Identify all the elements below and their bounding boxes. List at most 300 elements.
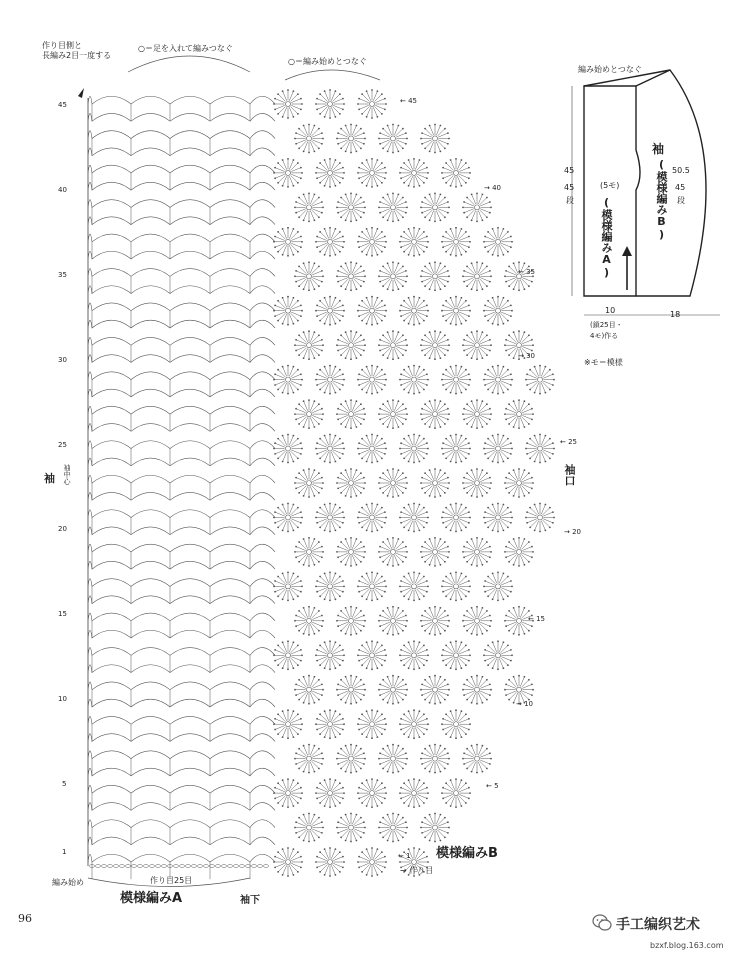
motif-tip: [360, 630, 362, 632]
motif-tip: [282, 254, 284, 256]
motif-tip: [371, 778, 373, 780]
motif-tip: [476, 261, 478, 263]
motif-tip: [345, 745, 347, 747]
motif-tip: [350, 399, 352, 401]
motif-tip: [466, 197, 468, 199]
motif-tip: [408, 598, 410, 600]
motif-tip: [402, 748, 404, 750]
motif-tip: [444, 128, 446, 130]
motif-tip: [345, 194, 347, 196]
motif-tip: [486, 679, 488, 681]
pattern-a-row: [88, 475, 275, 483]
motif-tip: [518, 537, 520, 539]
motif-tip: [469, 723, 471, 725]
motif-tip: [510, 246, 512, 248]
schematic-height-unit: 段: [566, 196, 574, 205]
motif-tip: [287, 847, 289, 849]
motif-tip: [274, 177, 276, 179]
motif-tip: [468, 798, 470, 800]
motif-center: [328, 308, 333, 313]
motif-tip: [469, 792, 471, 794]
motif-tip: [402, 148, 404, 150]
motif-center: [307, 618, 312, 623]
chain-stitch: [185, 865, 190, 868]
motif-tip: [445, 300, 447, 302]
motif-tip: [357, 861, 359, 863]
motif-tip: [465, 802, 467, 804]
motif-tip: [378, 482, 380, 484]
motif-tip: [356, 702, 358, 704]
motif-tip: [426, 649, 428, 651]
motif-tip: [318, 610, 320, 612]
motif-tip: [301, 586, 303, 588]
motif-tip: [398, 151, 400, 153]
motif-tip: [429, 331, 431, 333]
motif-tip: [358, 236, 360, 238]
motif-tip: [339, 113, 341, 115]
motif-tip: [298, 334, 300, 336]
motif-tip: [489, 625, 491, 627]
motif-tip: [377, 530, 379, 532]
motif-tip: [318, 354, 320, 356]
motif-center: [517, 343, 522, 348]
motif-tip: [337, 615, 339, 617]
motif-tip: [340, 472, 342, 474]
motif-tip: [321, 625, 323, 627]
motif-tip: [273, 654, 275, 656]
motif-tip: [343, 241, 345, 243]
motif-tip: [539, 503, 541, 505]
motif-tip: [293, 598, 295, 600]
motif-tip: [539, 393, 541, 395]
motif-tip: [424, 216, 426, 218]
motif-tip: [450, 461, 452, 463]
motif-tip: [413, 393, 415, 395]
motif-tip: [419, 254, 421, 256]
motif-tip: [398, 633, 400, 635]
motif-tip: [508, 610, 510, 612]
motif-tip: [455, 255, 457, 257]
motif-tip: [455, 296, 457, 298]
motif-tip: [442, 315, 444, 317]
motif-tip: [497, 227, 499, 229]
motif-tip: [553, 517, 555, 519]
motif-tip: [508, 266, 510, 268]
motif-center: [475, 274, 480, 279]
motif-tip: [337, 763, 339, 765]
motif-tip: [277, 389, 279, 391]
motif-tip: [445, 782, 447, 784]
motif-tip: [379, 350, 381, 352]
motif-tip: [363, 615, 365, 617]
schematic-width-a-detail: (鎖25目・: [590, 321, 623, 329]
motif-tip: [465, 713, 467, 715]
row-number-left: 40: [58, 186, 67, 194]
motif-tip: [360, 423, 362, 425]
motif-tip: [314, 262, 316, 264]
motif-tip: [384, 649, 386, 651]
motif-tip: [356, 262, 358, 264]
chain-stitch: [143, 865, 148, 868]
motif-tip: [444, 679, 446, 681]
motif-tip: [356, 357, 358, 359]
motif-tip: [293, 667, 295, 669]
motif-tip: [308, 744, 310, 746]
motif-tip: [322, 482, 324, 484]
motif-tip: [297, 576, 299, 578]
motif-tip: [429, 840, 431, 842]
motif-tip: [503, 573, 505, 575]
row-number-right: → 10: [516, 700, 534, 708]
motif-tip: [358, 729, 360, 731]
motif-tip: [382, 334, 384, 336]
motif-tip: [405, 270, 407, 272]
motif-tip: [424, 354, 426, 356]
pattern-a-row: [88, 96, 275, 104]
motif-tip: [356, 771, 358, 773]
motif-tip: [423, 300, 425, 302]
motif-tip: [489, 270, 491, 272]
motif-tip: [366, 573, 368, 575]
motif-tip: [295, 143, 297, 145]
motif-tip: [282, 323, 284, 325]
motif-tip: [484, 453, 486, 455]
motif-tip: [406, 344, 408, 346]
motif-tip: [287, 668, 289, 670]
motif-tip: [342, 867, 344, 869]
motif-tip: [455, 668, 457, 670]
motif-tip: [398, 469, 400, 471]
motif-tip: [293, 366, 295, 368]
schematic-pattern-b-shape: [636, 70, 706, 296]
motif-center: [349, 618, 354, 623]
motif-tip: [319, 231, 321, 233]
motif-tip: [287, 572, 289, 574]
motif-tip: [525, 448, 527, 450]
motif-tip: [392, 261, 394, 263]
schematic-width-b: 18: [670, 310, 681, 319]
motif-tip: [319, 782, 321, 784]
motif-tip: [298, 472, 300, 474]
motif-tip: [421, 684, 423, 686]
motif-tip: [447, 201, 449, 203]
motif-tip: [489, 615, 491, 617]
motif-tip: [324, 598, 326, 600]
motif-tip: [440, 676, 442, 678]
motif-tip: [339, 576, 341, 578]
pattern-a-row: [88, 441, 275, 449]
motif-tip: [427, 723, 429, 725]
motif-tip: [300, 856, 302, 858]
motif-tip: [324, 366, 326, 368]
motif-tip: [300, 522, 302, 524]
motif-tip: [492, 228, 494, 230]
motif-tip: [549, 527, 551, 529]
motif-tip: [339, 733, 341, 735]
motif-tip: [486, 699, 488, 701]
motif-tip: [463, 546, 465, 548]
motif-tip: [345, 219, 347, 221]
motif-tip: [295, 684, 297, 686]
motif-tip: [507, 251, 509, 253]
motif-tip: [399, 172, 401, 174]
motif-tip: [442, 442, 444, 444]
motif-tip: [489, 212, 491, 214]
motif-tip: [315, 310, 317, 312]
motif-tip: [427, 861, 429, 863]
motif-tip: [525, 517, 527, 519]
motif-tip: [528, 334, 530, 336]
motif-tip: [298, 630, 300, 632]
motif-tip: [487, 645, 489, 647]
motif-tip: [287, 393, 289, 395]
motif-tip: [529, 507, 531, 509]
motif-tip: [319, 251, 321, 253]
motif-tip: [358, 649, 360, 651]
motif-tip: [484, 305, 486, 307]
pattern-a-row: [88, 458, 275, 466]
motif-tip: [361, 802, 363, 804]
motif-tip: [377, 323, 379, 325]
motif-tip: [382, 837, 384, 839]
motif-tip: [339, 231, 341, 233]
motif-tip: [434, 221, 436, 223]
motif-tip: [357, 103, 359, 105]
motif-center: [412, 446, 417, 451]
motif-tip: [371, 737, 373, 739]
motif-tip: [377, 598, 379, 600]
pattern-a-row: [88, 596, 275, 604]
motif-tip: [361, 595, 363, 597]
motif-tip: [398, 676, 400, 678]
motif-tip: [379, 763, 381, 765]
motif-tip: [297, 527, 299, 529]
motif-center: [391, 825, 396, 830]
row-number-left: 15: [58, 610, 67, 618]
motif-tip: [402, 768, 404, 770]
motif-tip: [482, 702, 484, 704]
motif-tip: [476, 634, 478, 636]
motif-tip: [322, 551, 324, 553]
motif-tip: [335, 297, 337, 299]
chain-stitch: [257, 865, 262, 868]
motif-tip: [487, 231, 489, 233]
motif-tip: [426, 305, 428, 307]
motif-tip: [318, 128, 320, 130]
motif-tip: [405, 281, 407, 283]
motif-tip: [466, 699, 468, 701]
motif-tip: [371, 324, 373, 326]
motif-tip: [297, 389, 299, 391]
motif-tip: [384, 522, 386, 524]
motif-tip: [423, 251, 425, 253]
motif-tip: [379, 339, 381, 341]
motif-tip: [339, 93, 341, 95]
motif-tip: [293, 297, 295, 299]
motif-tip: [424, 679, 426, 681]
motif-tip: [382, 561, 384, 563]
motif-tip: [345, 538, 347, 540]
motif-tip: [403, 231, 405, 233]
motif-tip: [476, 358, 478, 360]
motif-tip: [301, 723, 303, 725]
motif-tip: [445, 231, 447, 233]
motif-tip: [371, 434, 373, 436]
motif-tip: [273, 792, 275, 794]
motif-tip: [324, 874, 326, 876]
motif-center: [286, 515, 291, 520]
motif-tip: [423, 595, 425, 597]
motif-tip: [274, 167, 276, 169]
motif-tip: [442, 177, 444, 179]
motif-tip: [423, 231, 425, 233]
motif-tip: [319, 93, 321, 95]
motif-tip: [461, 366, 463, 368]
motif-tip: [295, 350, 297, 352]
motif-tip: [303, 400, 305, 402]
motif-tip: [340, 128, 342, 130]
motif-tip: [402, 541, 404, 543]
motif-tip: [461, 461, 463, 463]
motif-tip: [429, 400, 431, 402]
motif-tip: [400, 384, 402, 386]
motif-tip: [282, 116, 284, 118]
motif-tip: [324, 530, 326, 532]
motif-tip: [295, 488, 297, 490]
motif-tip: [335, 805, 337, 807]
motif-tip: [413, 158, 415, 160]
motif-tip: [343, 654, 345, 656]
motif-tip: [295, 615, 297, 617]
motif-tip: [377, 504, 379, 506]
motif-tip: [466, 748, 468, 750]
chain-stitch: [95, 865, 100, 868]
motif-tip: [274, 522, 276, 524]
motif-tip: [314, 469, 316, 471]
motif-tip: [524, 495, 526, 497]
pattern-a-row: [88, 303, 275, 311]
motif-tip: [426, 511, 428, 513]
motif-tip: [429, 469, 431, 471]
motif-tip: [486, 423, 488, 425]
motif-tip: [329, 365, 331, 367]
motif-tip: [466, 216, 468, 218]
row-number-left: 5: [62, 780, 67, 788]
motif-tip: [298, 354, 300, 356]
motif-tip: [384, 511, 386, 513]
motif-tip: [335, 504, 337, 506]
motif-tip: [287, 462, 289, 464]
motif-tip: [434, 537, 436, 539]
motif-tip: [399, 241, 401, 243]
motif-tip: [441, 517, 443, 519]
schematic-join-label: 編み始めとつなぐ: [578, 65, 642, 74]
motif-tip: [377, 185, 379, 187]
motif-tip: [403, 369, 405, 371]
motif-center: [475, 412, 480, 417]
motif-tip: [518, 634, 520, 636]
motif-tip: [466, 334, 468, 336]
motif-tip: [442, 580, 444, 582]
motif-tip: [419, 159, 421, 161]
motif-tip: [471, 194, 473, 196]
motif-tip: [508, 630, 510, 632]
motif-tip: [318, 699, 320, 701]
motif-tip: [295, 694, 297, 696]
motif-tip: [510, 373, 512, 375]
motif-tip: [371, 668, 373, 670]
motif-tip: [314, 331, 316, 333]
start-label: 編み始め: [52, 878, 84, 887]
motif-tip: [371, 709, 373, 711]
motif-tip: [445, 182, 447, 184]
motif-tip: [319, 802, 321, 804]
motif-center: [391, 205, 396, 210]
motif-tip: [282, 874, 284, 876]
motif-center: [517, 549, 522, 554]
motif-center: [370, 722, 375, 727]
motif-tip: [366, 530, 368, 532]
motif-tip: [303, 840, 305, 842]
motif-tip: [424, 148, 426, 150]
motif-tip: [399, 654, 401, 656]
motif-tip: [405, 832, 407, 834]
motif-tip: [322, 344, 324, 346]
motif-tip: [402, 285, 404, 287]
motif-tip: [469, 654, 471, 656]
motif-tip: [503, 297, 505, 299]
motif-tip: [423, 664, 425, 666]
motif-tip: [489, 350, 491, 352]
motif-tip: [400, 315, 402, 317]
motif-tip: [423, 369, 425, 371]
motif-tip: [408, 736, 410, 738]
motif-center: [286, 722, 291, 727]
motif-tip: [489, 201, 491, 203]
motif-tip: [471, 219, 473, 221]
motif-tip: [360, 285, 362, 287]
motif-tip: [366, 297, 368, 299]
motif-tip: [423, 576, 425, 578]
motif-center: [349, 412, 354, 417]
motif-tip: [468, 660, 470, 662]
motif-tip: [429, 538, 431, 540]
motif-tip: [287, 503, 289, 505]
motif-tip: [434, 565, 436, 567]
motif-tip: [277, 251, 279, 253]
motif-tip: [318, 472, 320, 474]
motif-tip: [524, 288, 526, 290]
motif-tip: [419, 435, 421, 437]
motif-tip: [505, 488, 507, 490]
motif-tip: [434, 152, 436, 154]
motif-center: [454, 653, 459, 658]
motif-tip: [442, 729, 444, 731]
motif-tip: [293, 185, 295, 187]
motif-tip: [358, 867, 360, 869]
motif-tip: [385, 654, 387, 656]
motif-tip: [447, 270, 449, 272]
motif-tip: [337, 270, 339, 272]
motif-tip: [421, 832, 423, 834]
motif-tip: [361, 871, 363, 873]
motif-tip: [463, 281, 465, 283]
motif-center: [433, 343, 438, 348]
motif-tip: [402, 472, 404, 474]
motif-tip: [448, 138, 450, 140]
motif-tip: [363, 832, 365, 834]
motif-tip: [448, 689, 450, 691]
